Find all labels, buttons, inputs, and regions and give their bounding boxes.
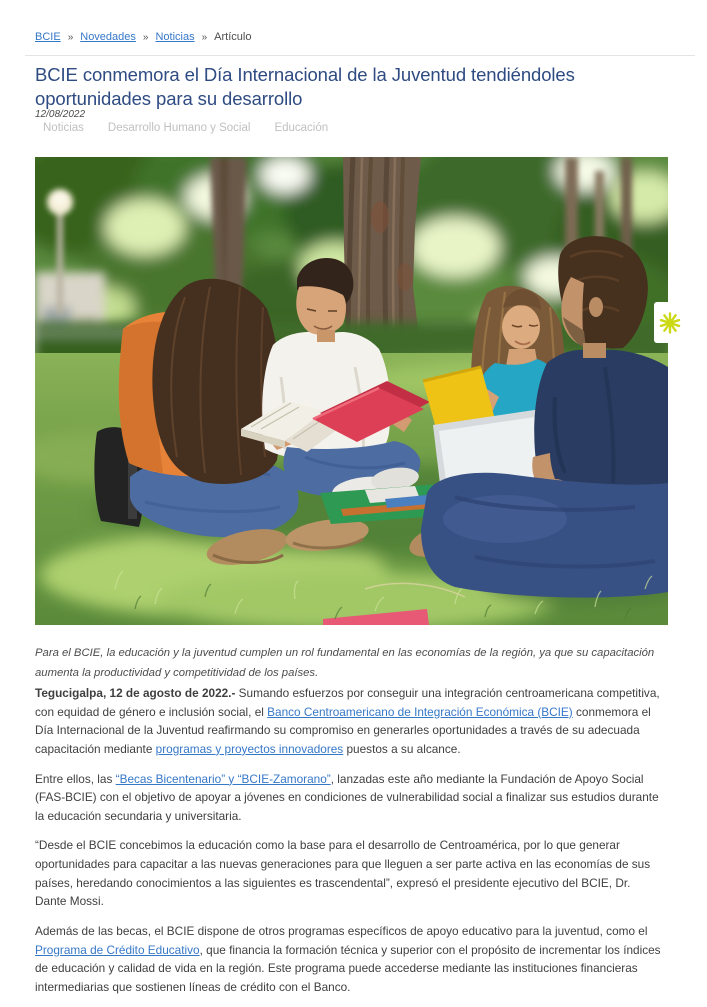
body-paragraph [35, 836, 663, 911]
body-paragraph [35, 684, 663, 759]
body-text: Entre ellos, las [35, 771, 116, 786]
breadcrumb [35, 31, 251, 43]
article-date: 12/08/2022 [35, 109, 86, 120]
article-photo [35, 157, 668, 625]
body-link[interactable]: “Becas Bicentenario” y “BCIE-Zamorano” [115, 771, 331, 786]
body-text: puestos a su alcance. [343, 741, 461, 756]
breadcrumb-link[interactable]: Noticias [155, 31, 195, 43]
body-text: Sumando esfuerzos por conseguir una integración centroamericana competitiva, con equidad de género e inclusión social, el [35, 686, 660, 719]
breadcrumb-separator: » [67, 32, 74, 43]
photo-caption: Para el BCIE, la educación y la juventud cumplen un rol fundamental en las economías de la región, ya que su capacitación aumenta la productividad y competitividad de los países. [35, 647, 655, 680]
body-text: Además de las becas, el BCIE dispone de otros programas específicos de apoyo educativo para la juventud, como el [35, 923, 648, 938]
body-bold-text: Tegucigalpa, 12 de agosto de 2022.- [35, 686, 236, 700]
breadcrumb-link[interactable]: Novedades [80, 31, 136, 43]
body-paragraph [35, 922, 663, 997]
article-tag[interactable]: Desarrollo Humano y Social [107, 122, 251, 134]
header-divider [25, 55, 695, 56]
article-body [35, 684, 663, 1007]
breadcrumb-current: Artículo [214, 31, 252, 43]
body-link[interactable]: Banco Centroamericano de Integración Económica (BCIE) [267, 704, 573, 719]
body-text: conmemora el Día Internacional de la Juventud reafirmando su compromiso en generarles oportunidades a través de su adecuada capacitación mediante [35, 704, 651, 756]
floating-widget-tab[interactable] [654, 302, 702, 343]
body-paragraph [35, 770, 663, 826]
breadcrumb-separator: » [142, 32, 149, 43]
breadcrumb-separator: » [201, 32, 208, 43]
body-text: “Desde el BCIE concebimos la educación como la base para el desarrollo de Centroamérica, por lo que generar oportunidades para capacitar a las nuevas generaciones para que lleguen a ser parte activa en las economías de sus países, heredando conocimientos a las siguientes es trascendental”, expresó el presidente ejecutivo del BCIE, Dr. Dante Mossi. [35, 838, 651, 909]
page-title: BCIE conmemora el Día Internacional de la Juventud tendiéndoles oportunidades para su desarrollo [35, 64, 575, 110]
article-tag[interactable]: Noticias [43, 122, 84, 134]
body-link[interactable]: programas y proyectos innovadores [155, 741, 344, 756]
breadcrumb-link[interactable]: BCIE [35, 31, 61, 43]
article-tags [43, 122, 328, 134]
asterisk-icon [658, 311, 682, 335]
article-tag[interactable]: Educación [274, 122, 329, 134]
park-study-scene-illustration [35, 157, 668, 625]
body-text: , que financia la formación técnica y superior con el propósito de incrementar los índices de educación y calidad de vida en la región. Este programa puede accederse mediante las instituciones financieras intermediarias que sostienen líneas de crédito con el Banco. [35, 942, 661, 994]
body-link[interactable]: Programa de Crédito Educativo [35, 942, 200, 957]
body-text: , lanzadas este año mediante la Fundación de Apoyo Social (FAS-BCIE) con el objetivo de apoyar a jóvenes en condiciones de vulnerabilidad social a finalizar sus estudios durante la educación secundaria y universitaria. [35, 771, 659, 823]
